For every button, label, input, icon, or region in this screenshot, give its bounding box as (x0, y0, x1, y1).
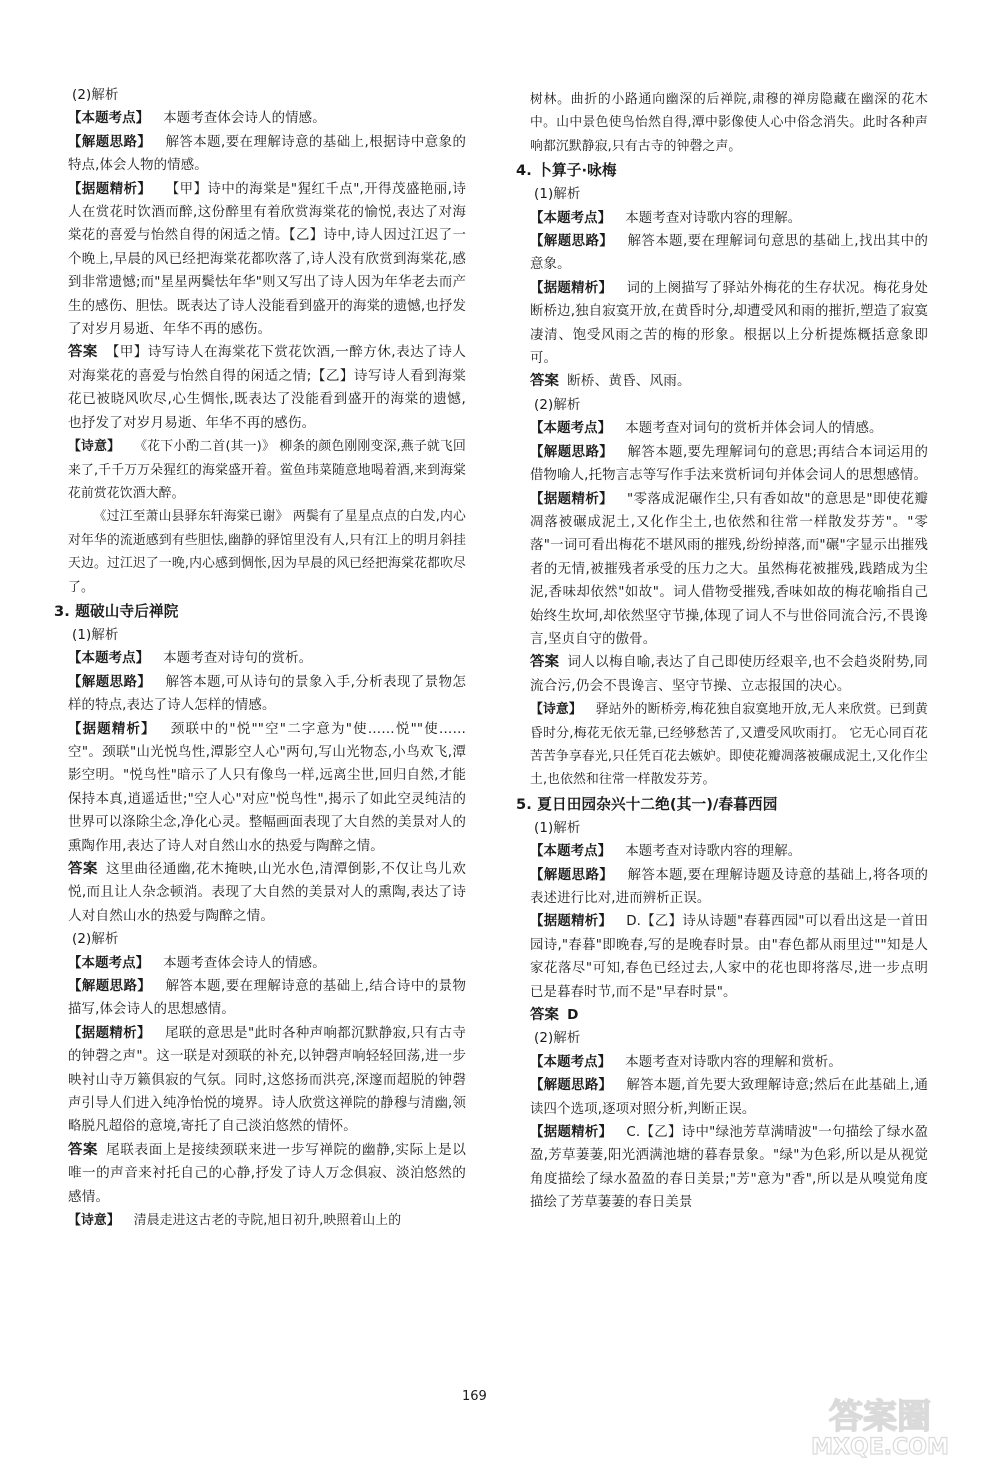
answer-label: 答案 (530, 654, 560, 671)
section-tag: 【解题思路】 (530, 867, 614, 883)
answer-label: 答案 (68, 344, 98, 361)
paragraph-text: 本题考查对诗歌内容的理解。 (625, 210, 802, 226)
analysis-paragraph (530, 230, 928, 277)
right-column (516, 88, 929, 1215)
section-tag: 【本题考点】 (530, 1054, 612, 1070)
paragraph-text: 解答本题,要在理解诗意的基础上,根据诗中意象的特点,体会人物的情感。 (68, 134, 466, 174)
section-tag: 【诗意】 (68, 1213, 120, 1229)
paragraph-text: D.【乙】诗从诗题"春暮西园"可以看出这是一首田园诗,"春暮"即晚春,写的是晚春时景。由"春色都从雨里过""知是人家花落尽"可知,春色已经过去,人家中的花也即将落尽,进一步点明已是暮春时节,而不是"早春时景"。 (530, 914, 928, 1000)
analysis-paragraph (530, 864, 928, 911)
section-tag: 【本题考点】 (530, 844, 612, 860)
left-column (54, 84, 466, 1233)
poem-meaning (68, 435, 466, 505)
poem-meaning-continued: 《过江至萧山县驿东轩海棠已谢》 两鬓有了星星点点的白发,内心对年华的流逝感到有些胆怯,幽静的驿馆里没有人,只有江上的明月斜挂天边。过江迟了一晚,内心感到惆怅,因为早晨的风已经把海棠花都吹尽了。 (68, 509, 466, 595)
subquestion-label: (2)解析 (72, 88, 119, 103)
answer-paragraph (530, 370, 928, 393)
section-tag: 【解题思路】 (530, 234, 614, 250)
page-number: 169 (462, 1389, 487, 1404)
answer-text: 这里曲径通幽,花木掩映,山光水色,清潭倒影,不仅让鸟儿欢悦,而且让人杂念顿消。表现了大自然的美景对人的熏陶,表达了诗人对自然山水的热爱与陶醉之情。 (68, 861, 466, 924)
poem-meaning (530, 698, 928, 792)
section-tag: 【据题精析】 (530, 914, 613, 930)
section-tag: 【据题精析】 (530, 280, 613, 296)
answer-text: 词人以梅自喻,表达了自己即使历经艰辛,也不会趋炎附势,同流合污,仍会不畏谗言、坚守节操、立志报国的决心。 (530, 654, 928, 694)
answer-paragraph (68, 341, 466, 435)
answer-text: 【甲】诗写诗人在海棠花下赏花饮酒,一醉方休,表达了诗人对海棠花的喜爱与怡然自得的闲适之情;【乙】诗写诗人看到海棠花已被晓风吹尽,心生惆怅,既表达了没能看到盛开的海棠的遗憾,也抒发了对岁月易逝、年华不再的感伤。 (68, 344, 466, 431)
section-tag: 【解题思路】 (530, 1078, 613, 1094)
answer-text: 尾联表面上是接续颈联来进一步写禅院的幽静,实际上是以唯一的声音来衬托自己的心静,抒发了诗人万念俱寂、淡泊悠然的感情。 (68, 1141, 466, 1205)
paragraph-text: 解答本题,要在理解诗题及诗意的基础上,将各项的表述进行比对,进而辨析正误。 (530, 867, 928, 906)
answer-text: D (567, 1007, 579, 1024)
poem-meaning-text: 驿站外的断桥旁,梅花独自寂寞地开放,无人来欣赏。已到黄昏时分,梅花无依无靠,已经够愁苦了,又遭受风吹雨打。 它无心同百花苦苦争享春光,只任凭百花去嫉妒。即使花瓣凋落被碾成泥土,又化作尘土,也依然和往常一样散发芬芳。 (530, 702, 929, 788)
section-tag: 【解题思路】 (68, 674, 152, 690)
analysis-paragraph (68, 1022, 466, 1139)
paragraph-text: 词的上阕描写了驿站外梅花的生存状况。梅花身处断桥边,独自寂寞开放,在黄昏时分,却遭受风和雨的摧折,塑造了寂寞凄清、饱受风雨之苦的梅的形象。根据以上分析提炼概括意象即可。 (530, 280, 928, 367)
analysis-paragraph (68, 952, 466, 975)
paragraph-text: "零落成泥碾作尘,只有香如故"的意思是"即使花瓣凋落被碾成泥土,又化作尘土,也依然和往常一样散发芬芳"。"零落"一词可看出梅花不堪风雨的摧残,纷纷掉落,而"碾"字显示出摧残者的无情,被摧残者承受的压力之大。虽然梅花被摧残,践踏成为尘泥,香味却依然"如故"。词人借物受摧残,香味如故的梅花喻指自己始终生坎坷,却依然坚守节操,体现了词人不与世俗同流合污,不畏谗言,坚贞自守的傲骨。 (530, 491, 928, 647)
answer-text: 断桥、黄昏、风雨。 (567, 373, 691, 390)
paragraph-text: 本题考查对词句的赏析并体会词人的情感。 (625, 421, 883, 437)
watermark-logo (770, 1390, 990, 1460)
paragraph-text: 解答本题,可从诗句的景象入手,分析表现了景物怎样的特点,表达了诗人怎样的情感。 (68, 674, 466, 714)
section-tag: 【本题考点】 (530, 421, 612, 437)
paragraph-text: 本题考查对诗歌内容的理解。 (625, 844, 802, 860)
subquestion-label: (1)解析 (72, 627, 119, 643)
analysis-paragraph (530, 488, 928, 652)
analysis-paragraph (530, 910, 928, 1004)
analysis-paragraph (530, 207, 928, 230)
paragraph-text: 本题考查体会诗人的情感。 (163, 111, 326, 127)
analysis-paragraph (530, 1074, 928, 1121)
section-tag: 【据题精析】 (530, 491, 614, 507)
analysis-paragraph (530, 441, 928, 488)
section-tag: 【诗意】 (530, 702, 582, 718)
analysis-paragraph (68, 671, 466, 718)
subquestion-label: (1)解析 (534, 187, 581, 203)
analysis-paragraph (68, 718, 466, 858)
section-tag: 【本题考点】 (68, 651, 150, 667)
poem-meaning-continued: 树林。曲折的小路通向幽深的后禅院,肃穆的禅房隐藏在幽深的花木中。山中景色使鸟怡然自得,潭中影像使人心中俗念消失。此时各种声响都沉默静寂,只有古寺的钟磬之声。 (530, 92, 928, 154)
subquestion-label: (1)解析 (534, 820, 581, 836)
poem-meaning (68, 1209, 466, 1232)
section-tag: 【解题思路】 (68, 979, 152, 995)
paragraph-text: 解答本题,要先理解词句的意思;再结合本词运用的借物喻人,托物言志等写作手法来赏析词句并体会词人的思想感情。 (530, 444, 929, 484)
section-tag: 【据题精析】 (68, 721, 156, 737)
section-heading: 3. 题破山寺后禅院 (54, 602, 179, 620)
subquestion-label: (2)解析 (534, 1031, 581, 1047)
answer-paragraph (68, 858, 466, 928)
analysis-paragraph (68, 107, 466, 130)
section-tag: 【本题考点】 (530, 210, 612, 226)
paragraph-text: 解答本题,首先要大致理解诗意;然后在此基础上,通读四个选项,逐项对照分析,判断正误。 (530, 1078, 928, 1117)
paragraph-text: 【甲】诗中的海棠是"猩红千点",开得茂盛艳丽,诗人在赏花时饮酒而醉,这份醉里有着欣赏海棠花的愉悦,表达了对海棠花的喜爱与怡然自得的闲适之情。【乙】诗中,诗人因过江迟了一个晚上,早晨的风已经把海棠花都吹落了,诗人没有欣赏到海棠花,感到非常遗憾;而"星星两鬓怯年华"则又写出了诗人因为年华老去而产生的感伤、胆怯。既表达了诗人没能看到盛开的海棠的遗憾,也抒发了对岁月易逝、年华不再的感伤。 (68, 181, 466, 338)
answer-paragraph (530, 1004, 928, 1027)
paragraph-text: 本题考查体会诗人的情感。 (163, 955, 326, 971)
paragraph-text: 本题考查对诗歌内容的理解和赏析。 (625, 1054, 842, 1070)
poem-meaning-text: 清晨走进这古老的寺院,旭日初升,映照着山上的 (133, 1213, 402, 1229)
paragraph-text: 解答本题,要在理解诗意的基础上,结合诗中的景物描写,体会诗人的思想感情。 (68, 979, 466, 1018)
paragraph-text: 颈联中的"悦""空"二字意为"使……悦""使……空"。颈联"山光悦鸟性,潭影空人心"两句,写山光物态,小鸟欢飞,潭影空明。"悦鸟性"暗示了人只有像鸟一样,远离尘世,回归自然,才能保持本真,逍遥适世;"空人心"对应"悦鸟性",揭示了如此空灵纯洁的世界可以涤除尘念,净化心灵。整幅画面表现了大自然的美景对人的熏陶作用,表达了诗人对自然山水的热爱与陶醉之情。 (68, 721, 466, 854)
analysis-paragraph (530, 417, 928, 440)
section-tag: 【解题思路】 (530, 444, 614, 460)
watermark-line2: MXQE.COM (811, 1435, 949, 1460)
paragraph-text: 解答本题,要在理解词句意思的基础上,找出其中的意象。 (530, 234, 928, 273)
section-tag: 【据题精析】 (68, 181, 152, 197)
section-tag: 【本题考点】 (68, 955, 150, 971)
subquestion-label: (2)解析 (534, 397, 581, 413)
answer-paragraph (530, 651, 928, 698)
answer-label: 答案 (68, 861, 98, 877)
paragraph-text: 本题考查对诗句的赏析。 (163, 651, 313, 667)
analysis-paragraph (530, 277, 928, 371)
section-heading: 5. 夏日田园杂兴十二绝(其一)/春暮西园 (516, 795, 778, 813)
answer-label: 答案 (530, 373, 560, 390)
answer-label: 答案 (530, 1007, 560, 1024)
analysis-paragraph (68, 178, 466, 342)
analysis-paragraph (530, 1121, 928, 1215)
section-tag: 【本题考点】 (68, 111, 150, 127)
watermark-line1: 答案圈 (829, 1397, 931, 1437)
analysis-paragraph (530, 1051, 928, 1074)
subquestion-label: (2)解析 (72, 932, 119, 948)
analysis-paragraph (530, 840, 928, 863)
section-tag: 【据题精析】 (68, 1025, 151, 1041)
analysis-paragraph (68, 131, 466, 178)
section-tag: 【解题思路】 (68, 134, 152, 150)
answer-paragraph (68, 1139, 466, 1209)
section-heading: 4. 卜算子·咏梅 (516, 162, 617, 180)
poem-meaning-text: 《花下小酌二首(其一)》 柳条的颜色刚刚变深,燕子就飞回来了,千千万万朵猩红的海棠盛开着。鲎鱼玮菜随意地喝着酒,来到海棠花前赏花饮酒大醉。 (68, 439, 466, 501)
section-tag: 【据题精析】 (530, 1125, 613, 1141)
answer-label: 答案 (68, 1141, 99, 1158)
paragraph-text: C.【乙】诗中"绿池芳草满晴波"一句描绘了绿水盈盈,芳草萋萋,阳光洒满池塘的暮春景象。"绿"为色彩,所以是从视觉角度描绘了绿水盈盈的春日美景;"芳"意为"香",所以是从嗅觉角度描绘了芳草萋萋的春日美景 (530, 1125, 928, 1211)
paragraph-text: 尾联的意思是"此时各种声响都沉默静寂,只有古寺的钟磬之声"。这一联是对颈联的补充,以钟磬声响轻轻回荡,进一步映衬山寺万籁俱寂的气氛。同时,这悠扬而洪亮,深邃而超脱的钟磬声引导人们进入纯净怡悦的境界。诗人欣赏这禅院的静穆与清幽,领略脱凡超俗的意境,寄托了自己淡泊悠然的情怀。 (68, 1025, 466, 1135)
analysis-paragraph (68, 647, 466, 670)
analysis-paragraph (68, 975, 466, 1022)
section-tag: 【诗意】 (68, 439, 121, 455)
